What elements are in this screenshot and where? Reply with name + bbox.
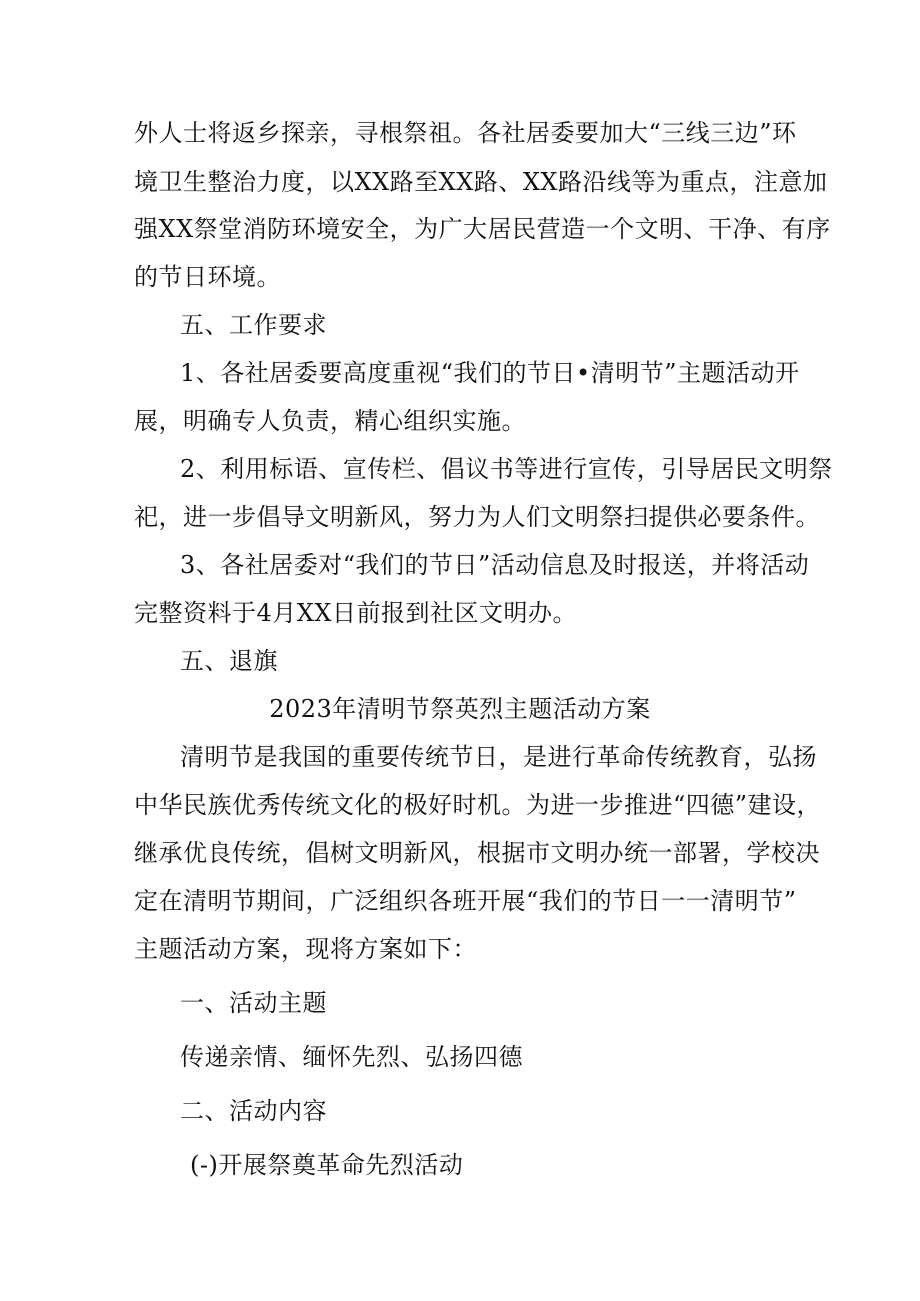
paragraph-line: 完整资料于4月XX日前报到社区文明办。: [134, 599, 577, 627]
paragraph-line: 传递亲情、缅怀先烈、弘扬四德: [180, 1043, 523, 1071]
section-heading: 五、退旗: [180, 647, 278, 675]
paragraph-line: 清明节是我国的重要传统节日，是进行革命传统教育，弘扬: [180, 743, 817, 771]
paragraph-line: 外人士将返乡探亲，寻根祭祖。各社居委要加大“三线三边”环: [134, 119, 797, 147]
paragraph-line: 强XX祭堂消防环境安全，为广大居民营造一个文明、干净、有序: [134, 215, 831, 243]
section-heading: 五、工作要求: [180, 311, 327, 339]
paragraph-line: 3、各社居委对“我们的节日”活动信息及时报送，并将活动: [180, 551, 810, 579]
paragraph-line: 境卫生整治力度，以XX路至XX路、XX路沿线等为重点，注意加: [134, 168, 828, 196]
paragraph-line: 2、利用标语、宣传栏、倡议书等进行宣传，引导居民文明祭: [180, 455, 833, 483]
paragraph-line: 的节日环境。: [134, 263, 281, 291]
paragraph-line: 中华民族优秀传统文化的极好时机。为进一步推进“四德”建设，: [134, 791, 822, 819]
paragraph-line: 主题活动方案，现将方案如下：: [134, 935, 477, 963]
subsection-heading: (-)开展祭奠革命先烈活动: [190, 1151, 464, 1179]
paragraph-line: 继承优良传统，倡树文明新风，根据市文明办统一部署，学校决: [134, 839, 820, 867]
section-heading: 二、活动内容: [180, 1097, 327, 1125]
paragraph-line: 定在清明节期间，广泛组织各班开展“我们的节日一一清明节”: [134, 887, 797, 915]
document-title: 2023年清明节祭英烈主题活动方案: [269, 695, 651, 723]
section-heading: 一、活动主题: [180, 989, 327, 1017]
paragraph-line: 展，明确专人负责，精心组织实施。: [134, 407, 526, 435]
paragraph-line: 1、各社居委要高度重视“我们的节日•清明节”主题活动开: [180, 359, 800, 387]
paragraph-line: 祀，进一步倡导文明新风，努力为人们文明祭扫提供必要条件。: [134, 503, 820, 531]
